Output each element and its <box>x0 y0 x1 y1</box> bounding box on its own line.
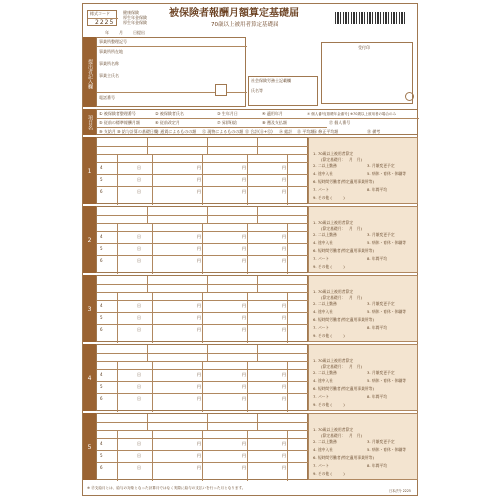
remark-option: 2. 二以上勤務 <box>313 439 337 444</box>
form-title: 被保険者報酬月額算定基礎届 <box>169 8 299 19</box>
row-day-unit: 日 <box>137 165 141 170</box>
row-main[interactable] <box>96 413 308 480</box>
col-h-3: ④ 適用年月 <box>262 111 283 116</box>
remark-option: 1. 70歳以上被用者算定 <box>313 289 354 294</box>
row-yen-unit: 円 <box>197 315 201 320</box>
submitter-field-1: 事業所所在地 <box>99 49 123 54</box>
remark-option: 7. パート <box>313 463 330 468</box>
remark-option: 2. 二以上勤務 <box>313 232 337 237</box>
row-remarks[interactable] <box>308 275 418 342</box>
remark-option: 5. 病休・育休・休職等 <box>367 378 407 383</box>
column-header <box>96 109 418 135</box>
row-yen-unit: 円 <box>242 189 246 194</box>
remark-option: 7. パート <box>313 394 330 399</box>
row-month: 6 <box>100 396 103 401</box>
remark-option: 5. 病休・育休・休職等 <box>367 309 407 314</box>
row-yen-unit: 円 <box>282 258 286 263</box>
row-month: 6 <box>100 189 103 194</box>
remark-option: 6. 短時間労働者(特定適用事業所等) <box>313 386 374 391</box>
col-h-1: ② 被保険者氏名 <box>155 111 184 116</box>
row-number: 3 <box>87 305 92 313</box>
remark-option: 5. 病休・育休・休職等 <box>367 447 407 452</box>
row-yen-unit: 円 <box>282 396 286 401</box>
row-yen-unit: 円 <box>282 189 286 194</box>
row-yen-unit: 円 <box>197 465 201 470</box>
date-month: 月 <box>119 30 123 35</box>
row-yen-unit: 円 <box>197 189 201 194</box>
row-yen-unit: 円 <box>282 315 286 320</box>
col-h-8: ⑧ 遡及支払額 <box>262 120 287 125</box>
form-code-label: 様式コード <box>90 11 110 16</box>
remark-option: 1. 70歳以上被用者算定 <box>313 427 354 432</box>
col-h-4: ⑦ 個人番号[基礎年金番号] ※70歳以上被用者の場合のみ <box>307 112 396 116</box>
submitter-field-3: 事業主氏名 <box>99 73 119 78</box>
col-h-18: ⑱ 備考 <box>367 129 381 134</box>
remark-option: (算定基礎月： 月 月) <box>321 157 362 162</box>
row-yen-unit: 円 <box>197 372 201 377</box>
row-day-unit: 日 <box>137 315 141 320</box>
barcode-icon <box>335 12 405 24</box>
remark-option: 8. 年間平均 <box>367 187 388 192</box>
remark-option: 8. 年間平均 <box>367 394 388 399</box>
col-h-12: ⑫ 現物によるものの額 <box>202 129 244 134</box>
row-month: 4 <box>100 303 103 308</box>
row-month: 4 <box>100 372 103 377</box>
form-sheet <box>82 3 418 496</box>
header-label-kenpo: 健康保険 <box>123 10 139 15</box>
remark-option: 2. 二以上勤務 <box>313 370 337 375</box>
remark-option: 7. パート <box>313 256 330 261</box>
date-day: 日提出 <box>133 30 145 35</box>
row-yen-unit: 円 <box>282 246 286 251</box>
row-yen-unit: 円 <box>197 234 201 239</box>
remark-option: 5. 病休・育休・休職等 <box>367 171 407 176</box>
items-band-label: 項目名 <box>87 114 93 130</box>
row-yen-unit: 円 <box>197 327 201 332</box>
row-day-unit: 日 <box>137 453 141 458</box>
row-yen-unit: 円 <box>242 246 246 251</box>
remark-option: 8. 年間平均 <box>367 463 388 468</box>
row-month: 5 <box>100 246 103 251</box>
remark-option: 1. 70歳以上被用者算定 <box>313 358 354 363</box>
col-h-13: ⑬ 合計(⑪+⑫) <box>245 129 273 134</box>
row-yen-unit: 円 <box>242 396 246 401</box>
row-main[interactable] <box>96 275 308 342</box>
remark-option: 3. 月額変更予定 <box>367 232 395 237</box>
remark-option: 3. 月額変更予定 <box>367 163 395 168</box>
row-month: 5 <box>100 177 103 182</box>
remark-option: 6. 短時間労働者(特定適用事業所等) <box>313 317 374 322</box>
remark-option: 6. 短時間労働者(特定適用事業所等) <box>313 455 374 460</box>
table-row <box>83 206 418 273</box>
row-yen-unit: 円 <box>242 234 246 239</box>
row-yen-unit: 円 <box>242 327 246 332</box>
footnote: ※ ⑮支給月とは、給与の対象となった計算月ではなく実際に給与の支払いを行った月となります。 <box>87 486 246 490</box>
row-yen-unit: 円 <box>242 465 246 470</box>
row-yen-unit: 円 <box>197 384 201 389</box>
remark-option: (算定基礎月： 月 月) <box>321 433 362 438</box>
labor-name-label: 氏名等 <box>251 88 263 93</box>
remark-option: 8. 年間平均 <box>367 325 388 330</box>
row-yen-unit: 円 <box>197 441 201 446</box>
date-year: 年 <box>105 30 109 35</box>
submitter-band-label: 提出者記入欄 <box>87 59 93 89</box>
col-h-7: ⑦ 昇(降)給 <box>217 120 237 125</box>
remark-option: 9. その他 ( ) <box>313 333 345 338</box>
col-h-5: ⑤ 従前の標準報酬月額 <box>99 120 140 125</box>
remark-option: 3. 月額変更予定 <box>367 301 395 306</box>
remark-option: (算定基礎月： 月 月) <box>321 295 362 300</box>
remark-option: 9. その他 ( ) <box>313 195 345 200</box>
row-yen-unit: 円 <box>242 165 246 170</box>
table-row <box>83 275 418 342</box>
form-subtitle: 70歳以上被用者算定基礎届 <box>211 22 279 28</box>
col-h-2: ③ 生年月日 <box>217 111 238 116</box>
row-month: 6 <box>100 327 103 332</box>
row-day-unit: 日 <box>137 189 141 194</box>
remark-option: 6. 短時間労働者(特定適用事業所等) <box>313 179 374 184</box>
table-row <box>83 137 418 204</box>
remark-option: 1. 70歳以上被用者算定 <box>313 151 354 156</box>
table-row <box>83 344 418 411</box>
row-yen-unit: 円 <box>197 453 201 458</box>
row-day-unit: 日 <box>137 372 141 377</box>
row-day-unit: 日 <box>137 258 141 263</box>
remark-option: 3. 月額変更予定 <box>367 370 395 375</box>
remark-option: 4. 途中入社 <box>313 171 334 176</box>
remark-option: 5. 病休・育休・休職等 <box>367 240 407 245</box>
row-main[interactable] <box>96 344 308 411</box>
form-code-box <box>87 10 117 26</box>
remark-option: 2. 二以上勤務 <box>313 301 337 306</box>
row-yen-unit: 円 <box>282 303 286 308</box>
row-yen-unit: 円 <box>242 258 246 263</box>
col-h-15: ⑮ 平均額 <box>297 129 315 134</box>
row-remarks[interactable] <box>308 344 418 411</box>
row-day-unit: 日 <box>137 303 141 308</box>
row-yen-unit: 円 <box>282 465 286 470</box>
row-day-unit: 日 <box>137 327 141 332</box>
row-yen-unit: 円 <box>282 234 286 239</box>
row-yen-unit: 円 <box>282 441 286 446</box>
col-h-14: ⑭ 総計 <box>279 129 293 134</box>
remark-option: 4. 途中入社 <box>313 378 334 383</box>
row-yen-unit: 円 <box>197 177 201 182</box>
row-remarks[interactable] <box>308 413 418 480</box>
received-box <box>321 42 413 104</box>
row-yen-unit: 円 <box>282 372 286 377</box>
header-label-kosei2: 厚生年金保険 <box>123 20 147 25</box>
remark-option: 6. 短時間労働者(特定適用事業所等) <box>313 248 374 253</box>
row-month: 4 <box>100 441 103 446</box>
row-yen-unit: 円 <box>242 303 246 308</box>
row-number: 1 <box>87 167 92 175</box>
col-h-10: ⑩ 給与計算の基礎日数 <box>117 129 158 134</box>
row-yen-unit: 円 <box>282 327 286 332</box>
seal-box <box>215 84 227 96</box>
row-main[interactable] <box>96 137 308 204</box>
row-yen-unit: 円 <box>282 384 286 389</box>
col-h-11: ⑪ 通貨によるものの額 <box>155 129 197 134</box>
submitter-field-2: 事業所名称 <box>99 61 119 66</box>
col-h-6: ⑥ 従前改定月 <box>155 120 180 125</box>
row-day-unit: 日 <box>137 234 141 239</box>
row-month: 5 <box>100 384 103 389</box>
row-number: 5 <box>87 443 92 451</box>
remark-option: 2. 二以上勤務 <box>313 163 337 168</box>
row-yen-unit: 円 <box>242 384 246 389</box>
row-yen-unit: 円 <box>242 453 246 458</box>
labor-box <box>248 76 318 106</box>
row-number: 2 <box>87 236 92 244</box>
row-yen-unit: 円 <box>282 453 286 458</box>
row-yen-unit: 円 <box>242 315 246 320</box>
header-label-kosei: 厚生年金保険 <box>123 15 147 20</box>
remark-option: 4. 途中入社 <box>313 309 334 314</box>
labor-label: 社会保険労務士記載欄 <box>251 78 291 83</box>
row-yen-unit: 円 <box>197 303 201 308</box>
row-yen-unit: 円 <box>197 246 201 251</box>
row-day-unit: 日 <box>137 465 141 470</box>
row-yen-unit: 円 <box>197 258 201 263</box>
row-yen-unit: 円 <box>242 372 246 377</box>
row-yen-unit: 円 <box>282 165 286 170</box>
table-row <box>83 413 418 480</box>
submitter-field-4: 電話番号 <box>99 95 115 100</box>
row-remarks[interactable] <box>308 137 418 204</box>
remark-option: 7. パート <box>313 325 330 330</box>
row-day-unit: 日 <box>137 384 141 389</box>
row-month: 4 <box>100 234 103 239</box>
submitter-field-0: 事業所整理記号 <box>99 39 127 44</box>
col-h-9: ⑨ 支給月 <box>99 129 116 134</box>
col-h-0: ① 被保険者整理番号 <box>99 111 136 116</box>
row-yen-unit: 円 <box>242 441 246 446</box>
remark-option: 9. その他 ( ) <box>313 471 345 476</box>
remark-option: 1. 70歳以上被用者算定 <box>313 220 354 225</box>
row-day-unit: 日 <box>137 441 141 446</box>
row-remarks[interactable] <box>308 206 418 273</box>
row-yen-unit: 円 <box>197 165 201 170</box>
remark-option: (算定基礎月： 月 月) <box>321 364 362 369</box>
row-month: 5 <box>100 315 103 320</box>
col-h-17: ⑰ 個人番号 <box>329 120 351 125</box>
row-yen-unit: 円 <box>282 177 286 182</box>
row-month: 6 <box>100 258 103 263</box>
row-month: 6 <box>100 465 103 470</box>
remark-option: 3. 月額変更予定 <box>367 439 395 444</box>
remark-option: 9. その他 ( ) <box>313 402 345 407</box>
stamp-circle-icon <box>405 92 414 101</box>
remark-option: 7. パート <box>313 187 330 192</box>
row-month: 4 <box>100 165 103 170</box>
row-day-unit: 日 <box>137 246 141 251</box>
row-main[interactable] <box>96 206 308 273</box>
publisher: 日本法令 2225 <box>389 489 411 493</box>
row-day-unit: 日 <box>137 396 141 401</box>
remark-option: 8. 年間平均 <box>367 256 388 261</box>
row-yen-unit: 円 <box>242 177 246 182</box>
remark-option: 4. 途中入社 <box>313 240 334 245</box>
remark-option: 4. 途中入社 <box>313 447 334 452</box>
remark-option: 9. その他 ( ) <box>313 264 345 269</box>
submitter-box <box>96 37 246 107</box>
form-code-value: 2225 <box>95 19 115 26</box>
row-day-unit: 日 <box>137 177 141 182</box>
row-month: 5 <box>100 453 103 458</box>
row-number: 4 <box>87 374 92 382</box>
row-yen-unit: 円 <box>197 396 201 401</box>
remark-option: (算定基礎月： 月 月) <box>321 226 362 231</box>
col-h-16: ⑯ 修正平均額 <box>313 129 339 134</box>
received-label: 受付印 <box>358 45 370 50</box>
